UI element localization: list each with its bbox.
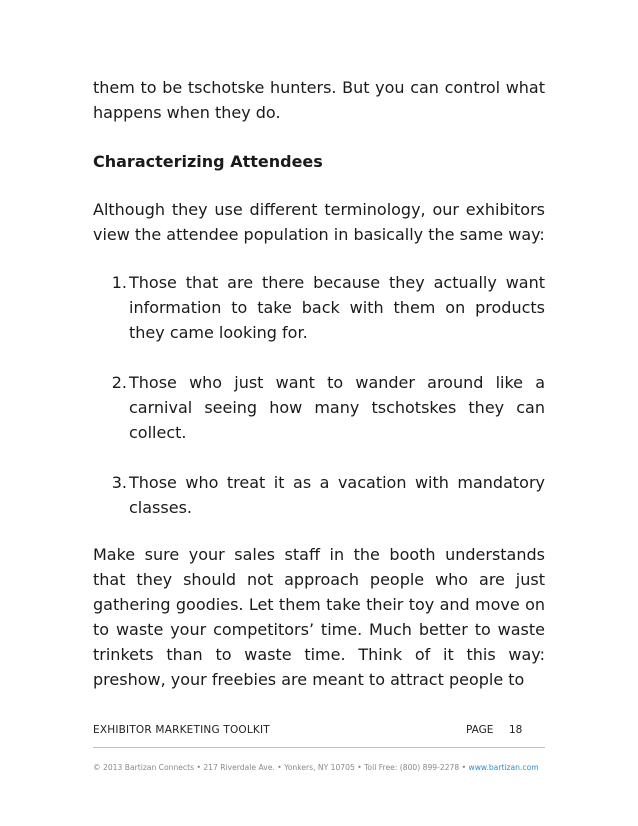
website-link[interactable]: www.bartizan.com [468,763,539,772]
copyright-text: © 2013 Bartizan Connects • 217 Riverdale Ave. • Yonkers, NY 10705 • Toll Free: (800) 899-2278 • [93,763,469,772]
list-item [93,270,545,345]
footer-title: EXHIBITOR MARKETING TOOLKIT [93,724,270,736]
section-heading: Characterizing Attendees [93,152,323,171]
footer-page-number: 18 [509,724,523,736]
list-item-number: 3. [111,473,127,492]
paragraph-sales-staff: Make sure your sales staff in the booth understands that they should not approach people who are just gathering goodies. Let them take their toy and move on to waste your competitors’ time. Much better to waste trinkets than to waste time. Think of it this way: preshow, your freebies are meant to attract people to [93,545,545,689]
footer-divider [93,747,545,748]
page-body [93,75,545,692]
footer-copyright [93,763,539,772]
list-item-text: Those that are there because they actually want information to take back with them on products they came looking for. [129,273,545,342]
list-item-text: Those who just want to wander around like a carnival seeing how many tschotskes they can collect. [129,373,545,442]
attendee-types-list [93,270,545,520]
paragraph-attendee-population: Although they use different terminology, our exhibitors view the attendee population in basically the same way: [93,200,545,244]
list-item-number: 2. [111,373,127,392]
list-item [93,370,545,445]
list-item [93,470,545,520]
footer-page-label: PAGE [466,724,494,736]
intro-paragraph: them to be tschotske hunters. But you can control what happens when they do. [93,78,545,122]
list-item-text: Those who treat it as a vacation with mandatory classes. [129,473,545,517]
list-item-number: 1. [111,273,127,292]
